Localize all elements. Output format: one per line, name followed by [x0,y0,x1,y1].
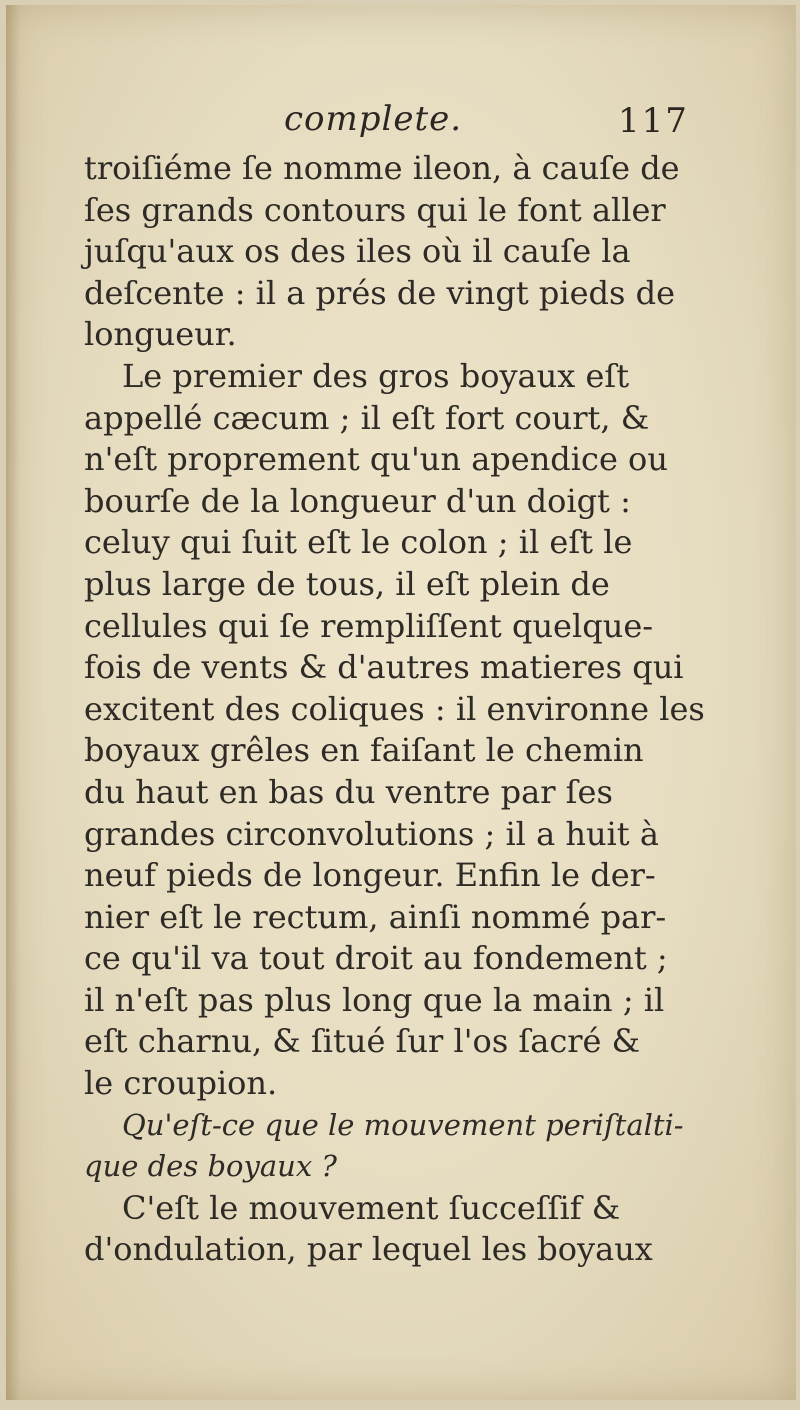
text-line: Le premier des gros boyaux eſt [122,356,630,395]
text-line: C'eſt le mouvement ſucceſſif & [122,1188,621,1227]
running-title: complete. [284,99,463,139]
question-line: Qu'eſt-ce que le mouvement periſtalti- [122,1107,684,1142]
text-line: deſcente : il a prés de vingt pieds de [84,273,676,312]
book-page [6,5,796,1400]
text-line: nier eſt le rectum, ainſi nommé par- [84,897,667,936]
text-line: excitent des coliques : il environne les [84,689,705,728]
text-line: longueur. [84,315,237,354]
text-line: eſt charnu, & ſitué ſur l'os ſacré & [84,1022,641,1061]
text-line: appellé cæcum ; il eſt fort court, & [84,398,650,437]
text-line: n'eſt proprement qu'un apendice ou [84,440,668,479]
text-line: neuf pieds de longeur. Enfin le der- [84,856,656,895]
text-line: juſqu'aux os des iles où il cauſe la [84,232,631,271]
text-line: bourſe de la longueur d'un doigt : [84,481,631,520]
text-line: fois de vents & d'autres matieres qui [84,648,684,687]
text-line: le croupion. [84,1064,278,1103]
text-line: ce qu'il va tout droit au fondement ; [84,939,668,978]
question-line: que des boyaux ? [84,1149,337,1184]
text-line: du haut en bas du ventre par ſes [84,772,613,811]
text-line: plus large de tous, il eſt plein de [84,564,610,603]
text-line: troiſiéme ſe nomme ileon, à cauſe de [84,149,680,187]
text-line: celuy qui ſuit eſt le colon ; il eſt le [84,523,633,562]
text-line: grandes circonvolutions ; il a huit à [84,814,659,853]
text-line: d'ondulation, par lequel les boyaux [84,1230,653,1269]
page-header [6,99,796,149]
text-line: il n'eſt pas plus long que la main ; il [84,980,665,1019]
body-text [84,148,705,1271]
text-line: cellules qui ſe rempliſſent quelque- [84,606,654,645]
text-line: boyaux grêles en faiſant le chemin [84,731,644,770]
page-number: 117 [618,101,689,141]
text-line: ſes grands contours qui le font aller [84,190,666,229]
